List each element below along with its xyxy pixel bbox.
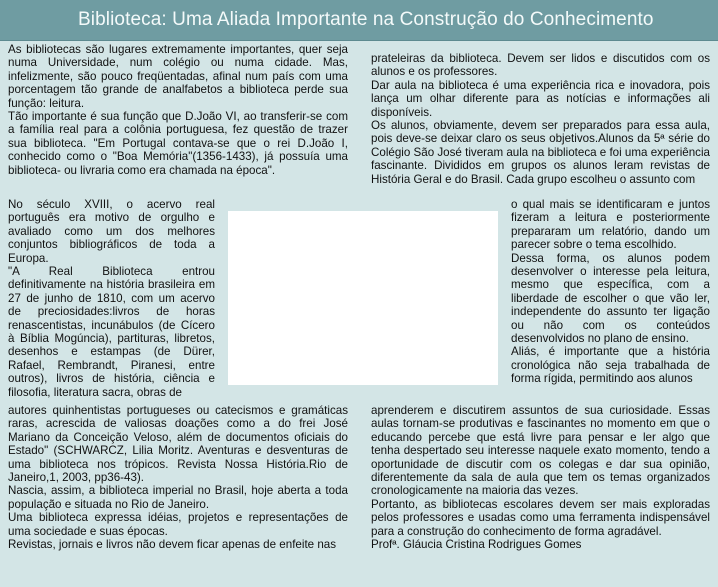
paragraph: Revistas, jornais e livros não devem ficar apenas de enfeite nas — [8, 538, 337, 552]
right-column-wrapped — [511, 198, 710, 386]
paragraph: Dar aula na biblioteca é uma experiência rica e inovadora, pois lança um olhar diferente para as notícias e informações ali disponíveis. — [371, 78, 710, 119]
paragraph: aprenderem e discutirem assuntos de sua curiosidade. Essas aulas tornam-se produtivas e fascinantes no momento em que o educando percebe que está livre para pensar e ler algo que tenha despertado seu interesse naquele exato momento, tendo a oportunidade de discutir com os colegas e dar sua opinião, diferentemente da sala de aula que tem os temas organizados cronologicamente na maioria das vezes. — [371, 404, 710, 498]
page-title: Biblioteca: Uma Aliada Importante na Construção do Conhecimento — [78, 9, 654, 30]
left-column-wrapped — [8, 198, 215, 399]
right-column-top — [371, 52, 710, 186]
paragraph: Os alunos, obviamente, devem ser preparados para essa aula, pois deve-se deixar claro os seus objetivos.Alunos da 5ª série do Colégio São José tiveram aula na biblioteca e foi uma experiência fascinante. Divididos em grupos os alunos leram revistas de História Geral e do Brasil. Cada grupo escolheu o assunto com — [371, 119, 710, 186]
right-column-bottom — [371, 404, 710, 551]
left-column-bottom — [8, 404, 348, 551]
paragraph: Nascia, assim, a biblioteca imperial no Brasil, hoje aberta a toda população e situada no Rio de Janeiro. — [8, 484, 348, 511]
paragraph: Portanto, as bibliotecas escolares devem ser mais exploradas pelos professores e usadas como uma ferramenta indispensável para a construção do conhecimento de forma agradável. — [371, 497, 710, 538]
paragraph: As bibliotecas são lugares extremamente importantes, quer seja numa Universidade, num colégio ou numa cidade. Mas, infelizmente, são pouco freqüentadas, afinal num país com uma porcentagem tão grande de analfabetos a biblioteca perde sua função: leitura. — [8, 43, 348, 110]
paragraph: autores quinhentistas portugueses ou catecismos e gramáticas raras, acrescida de valiosas doações como a do frei José Mariano da Conceição Veloso, além de documentos oficiais do Estado" (SCHWARCZ, Lilia Moritz. Aventuras e desventuras de uma biblioteca nos trópicos. Revista Nossa História.Rio de Janeiro,1, 2003, pp36-43). — [8, 404, 348, 485]
title-bar — [0, 0, 718, 41]
paragraph: No século XVIII, o acervo real português era motivo de orgulho e avaliado como um dos melhores conjuntos bibliográficos de toda a Europa. — [8, 198, 215, 265]
paragraph: Uma biblioteca expressa idéias, projetos e representações de uma sociedade e suas épocas. — [8, 511, 348, 538]
left-column-top — [8, 43, 348, 177]
paragraph: Aliás, é importante que a história cronológica não seja trabalhada de forma rígida, permitindo aos alunos — [511, 345, 710, 386]
paragraph: o qual mais se identificaram e juntos fizeram a leitura e posteriormente prepararam um relatório, dando um parecer sobre o tema escolhido. — [511, 198, 710, 252]
image-placeholder — [228, 211, 498, 385]
author-signature: Profª. Gláucia Cristina Rodrigues Gomes — [371, 538, 582, 552]
paragraph: "A Real Biblioteca entrou definitivamente na história brasileira em 27 de junho de 1810, com um acervo de preciosidades:livros de horas renascentistas, incunábulos (de Cícero à Bíblia Mogúncia), partituras, libretos, desenhos e estampas (de Dürer, Rafael, Rembrandt, Piranesi, entre outros), livros de história, ciência e filosofia, literatura sacra, obras de — [8, 265, 215, 399]
paragraph: prateleiras da biblioteca. Devem ser lidos e discutidos com os alunos e os professores. — [371, 52, 710, 79]
paragraph: Tão importante é sua função que D.João VI, ao transferir-se com a família real para a colônia portuguesa, fez questão de trazer sua biblioteca. "Em Portugal contava-se que o rei D.João I, conhecido como o "Boa Memória"(1356-1433), já possuía uma biblioteca- ou livraria como era chamada na época". — [8, 110, 348, 177]
paragraph: Dessa forma, os alunos podem desenvolver o interesse pela leitura, mesmo que específica, com a liberdade de escolher o que vão ler, independente do assunto ter ligação ou não com os conteúdos desenvolvidos no plano de ensino. — [511, 251, 710, 346]
